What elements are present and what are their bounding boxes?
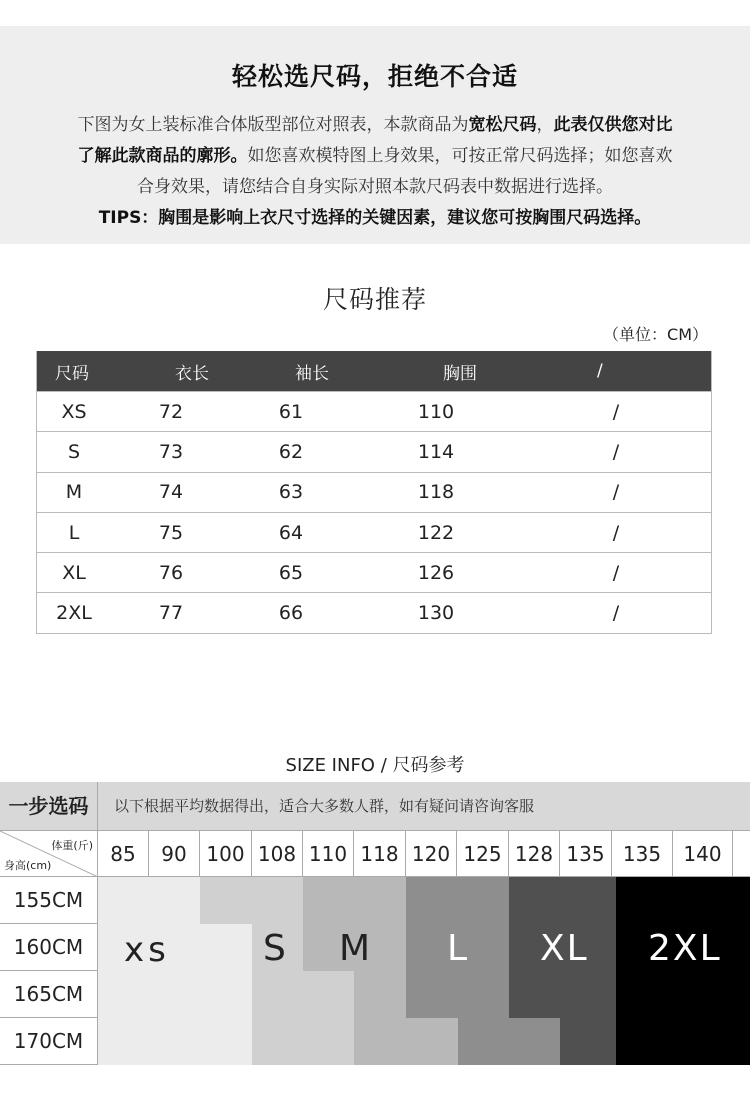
size-table-cell: 61 — [278, 400, 304, 423]
size-table-cell: / — [612, 521, 620, 544]
size-zone-xs — [98, 877, 200, 1065]
size-table-cell: 66 — [278, 602, 304, 625]
step-label: 一步选码 — [0, 782, 98, 831]
size-table-cell: 114 — [417, 440, 455, 463]
header-cell: 尺码 — [55, 363, 89, 384]
height-axis-label: 身高(cm) — [4, 859, 52, 872]
size-table-cell: 64 — [278, 521, 304, 544]
size-table-cell: 75 — [158, 521, 184, 544]
notice-text: 合身效果，请您结合自身实际对照本款尺码表中数据进行选择。 — [137, 177, 613, 197]
weight-cell: 128 — [509, 831, 560, 877]
notice-text: 下图为女上装标准合体版型部位对照表，本款商品为 — [77, 115, 469, 135]
size-zone-l — [458, 1018, 560, 1065]
size-table-header — [37, 351, 711, 391]
weight-cell: 135 — [560, 831, 612, 877]
size-table-cell: L — [68, 521, 80, 544]
size-table-cell: 74 — [158, 481, 184, 504]
size-table-cell: / — [612, 400, 620, 423]
height-cell: 160CM — [0, 924, 98, 971]
notice-emphasis: 宽松尺码 — [468, 115, 537, 135]
size-table-row — [37, 472, 711, 512]
grid-note: 以下根据平均数据得出，适合大多数人群，如有疑问请咨询客服 — [98, 782, 750, 831]
notice-emphasis: 了解此款商品的廓形。 — [77, 146, 248, 166]
size-table-cell: / — [612, 440, 620, 463]
size-table-cell: 77 — [158, 602, 184, 625]
notice-text: 如您喜欢模特图上身效果，可按正常尺码选择；如您喜欢 — [247, 146, 673, 166]
notice-panel — [0, 26, 750, 244]
size-table-cell: 122 — [417, 521, 455, 544]
unit-label: （单位：CM） — [603, 325, 708, 344]
size-table-cell: 65 — [278, 561, 304, 584]
size-table-cell: XL — [62, 561, 86, 584]
size-label-xl: XL — [540, 928, 589, 969]
size-table-cell: 62 — [278, 440, 304, 463]
weight-cell: 135 — [612, 831, 673, 877]
weight-cell-empty — [733, 831, 750, 877]
size-table-cell: XS — [61, 400, 87, 423]
size-zone-xl — [560, 1018, 616, 1065]
size-zone-xs — [200, 924, 252, 1065]
height-cell: 155CM — [0, 877, 98, 924]
size-zone-s — [303, 971, 354, 1065]
size-zone-2xl — [616, 877, 750, 1065]
size-zone-m — [354, 971, 406, 1065]
recommend-title: 尺码推荐 — [322, 285, 427, 314]
weight-cell: 108 — [252, 831, 303, 877]
weight-cell: 90 — [149, 831, 200, 877]
size-table-row — [37, 552, 711, 592]
size-table-cell: / — [612, 561, 620, 584]
size-table-cell: 72 — [158, 400, 184, 423]
header-cell: 袖长 — [295, 363, 329, 384]
size-table-cell: 118 — [417, 481, 455, 504]
weight-cell: 140 — [673, 831, 733, 877]
size-label-xs: xs — [120, 930, 174, 970]
notice-tips: TIPS：胸围是影响上衣尺寸选择的关键因素，建议您可按胸围尺码选择。 — [98, 208, 652, 228]
size-table-cell: / — [612, 481, 620, 504]
weight-cell: 118 — [354, 831, 406, 877]
size-table-row — [37, 391, 711, 431]
header-cell: / — [597, 361, 603, 381]
size-zone-m — [406, 1018, 458, 1065]
size-label-s: S — [263, 928, 288, 969]
weight-cell: 85 — [98, 831, 149, 877]
weight-cell: 100 — [200, 831, 252, 877]
size-table — [36, 351, 712, 634]
notice-emphasis: 此表仅供您对比 — [553, 115, 673, 135]
size-table-cell: 2XL — [56, 602, 92, 625]
size-label-m: M — [339, 928, 373, 969]
size-table-cell: / — [612, 602, 620, 625]
size-table-cell: 63 — [278, 481, 304, 504]
notice-text: ， — [536, 115, 554, 135]
size-table-cell: 130 — [417, 602, 455, 625]
weight-cell: 125 — [457, 831, 509, 877]
size-table-cell: 126 — [417, 561, 455, 584]
size-table-cell: S — [67, 440, 81, 463]
weight-cell: 120 — [406, 831, 457, 877]
size-table-row — [37, 431, 711, 471]
size-table-cell: 73 — [158, 440, 184, 463]
size-table-cell: 76 — [158, 561, 184, 584]
size-table-row — [37, 592, 711, 632]
size-label-2xl: 2XL — [648, 928, 722, 969]
size-table-cell: M — [65, 481, 83, 504]
notice-title: 轻松选尺码，拒绝不合适 — [231, 62, 518, 91]
height-cell: 170CM — [0, 1018, 98, 1065]
height-cell: 165CM — [0, 971, 98, 1018]
size-label-l: L — [447, 928, 470, 969]
weight-axis-label: 体重(斤) — [51, 839, 93, 852]
size-table-cell: 110 — [417, 400, 455, 423]
grid-corner — [0, 831, 98, 877]
header-cell: 胸围 — [443, 363, 477, 384]
size-table-row — [37, 512, 711, 552]
size-info-grid — [0, 782, 750, 1062]
size-info-title: SIZE INFO / 尺码参考 — [285, 755, 465, 776]
weight-cell: 110 — [303, 831, 354, 877]
size-zone-s — [200, 877, 303, 924]
header-cell: 衣长 — [175, 363, 209, 384]
notice-body — [22, 110, 728, 203]
